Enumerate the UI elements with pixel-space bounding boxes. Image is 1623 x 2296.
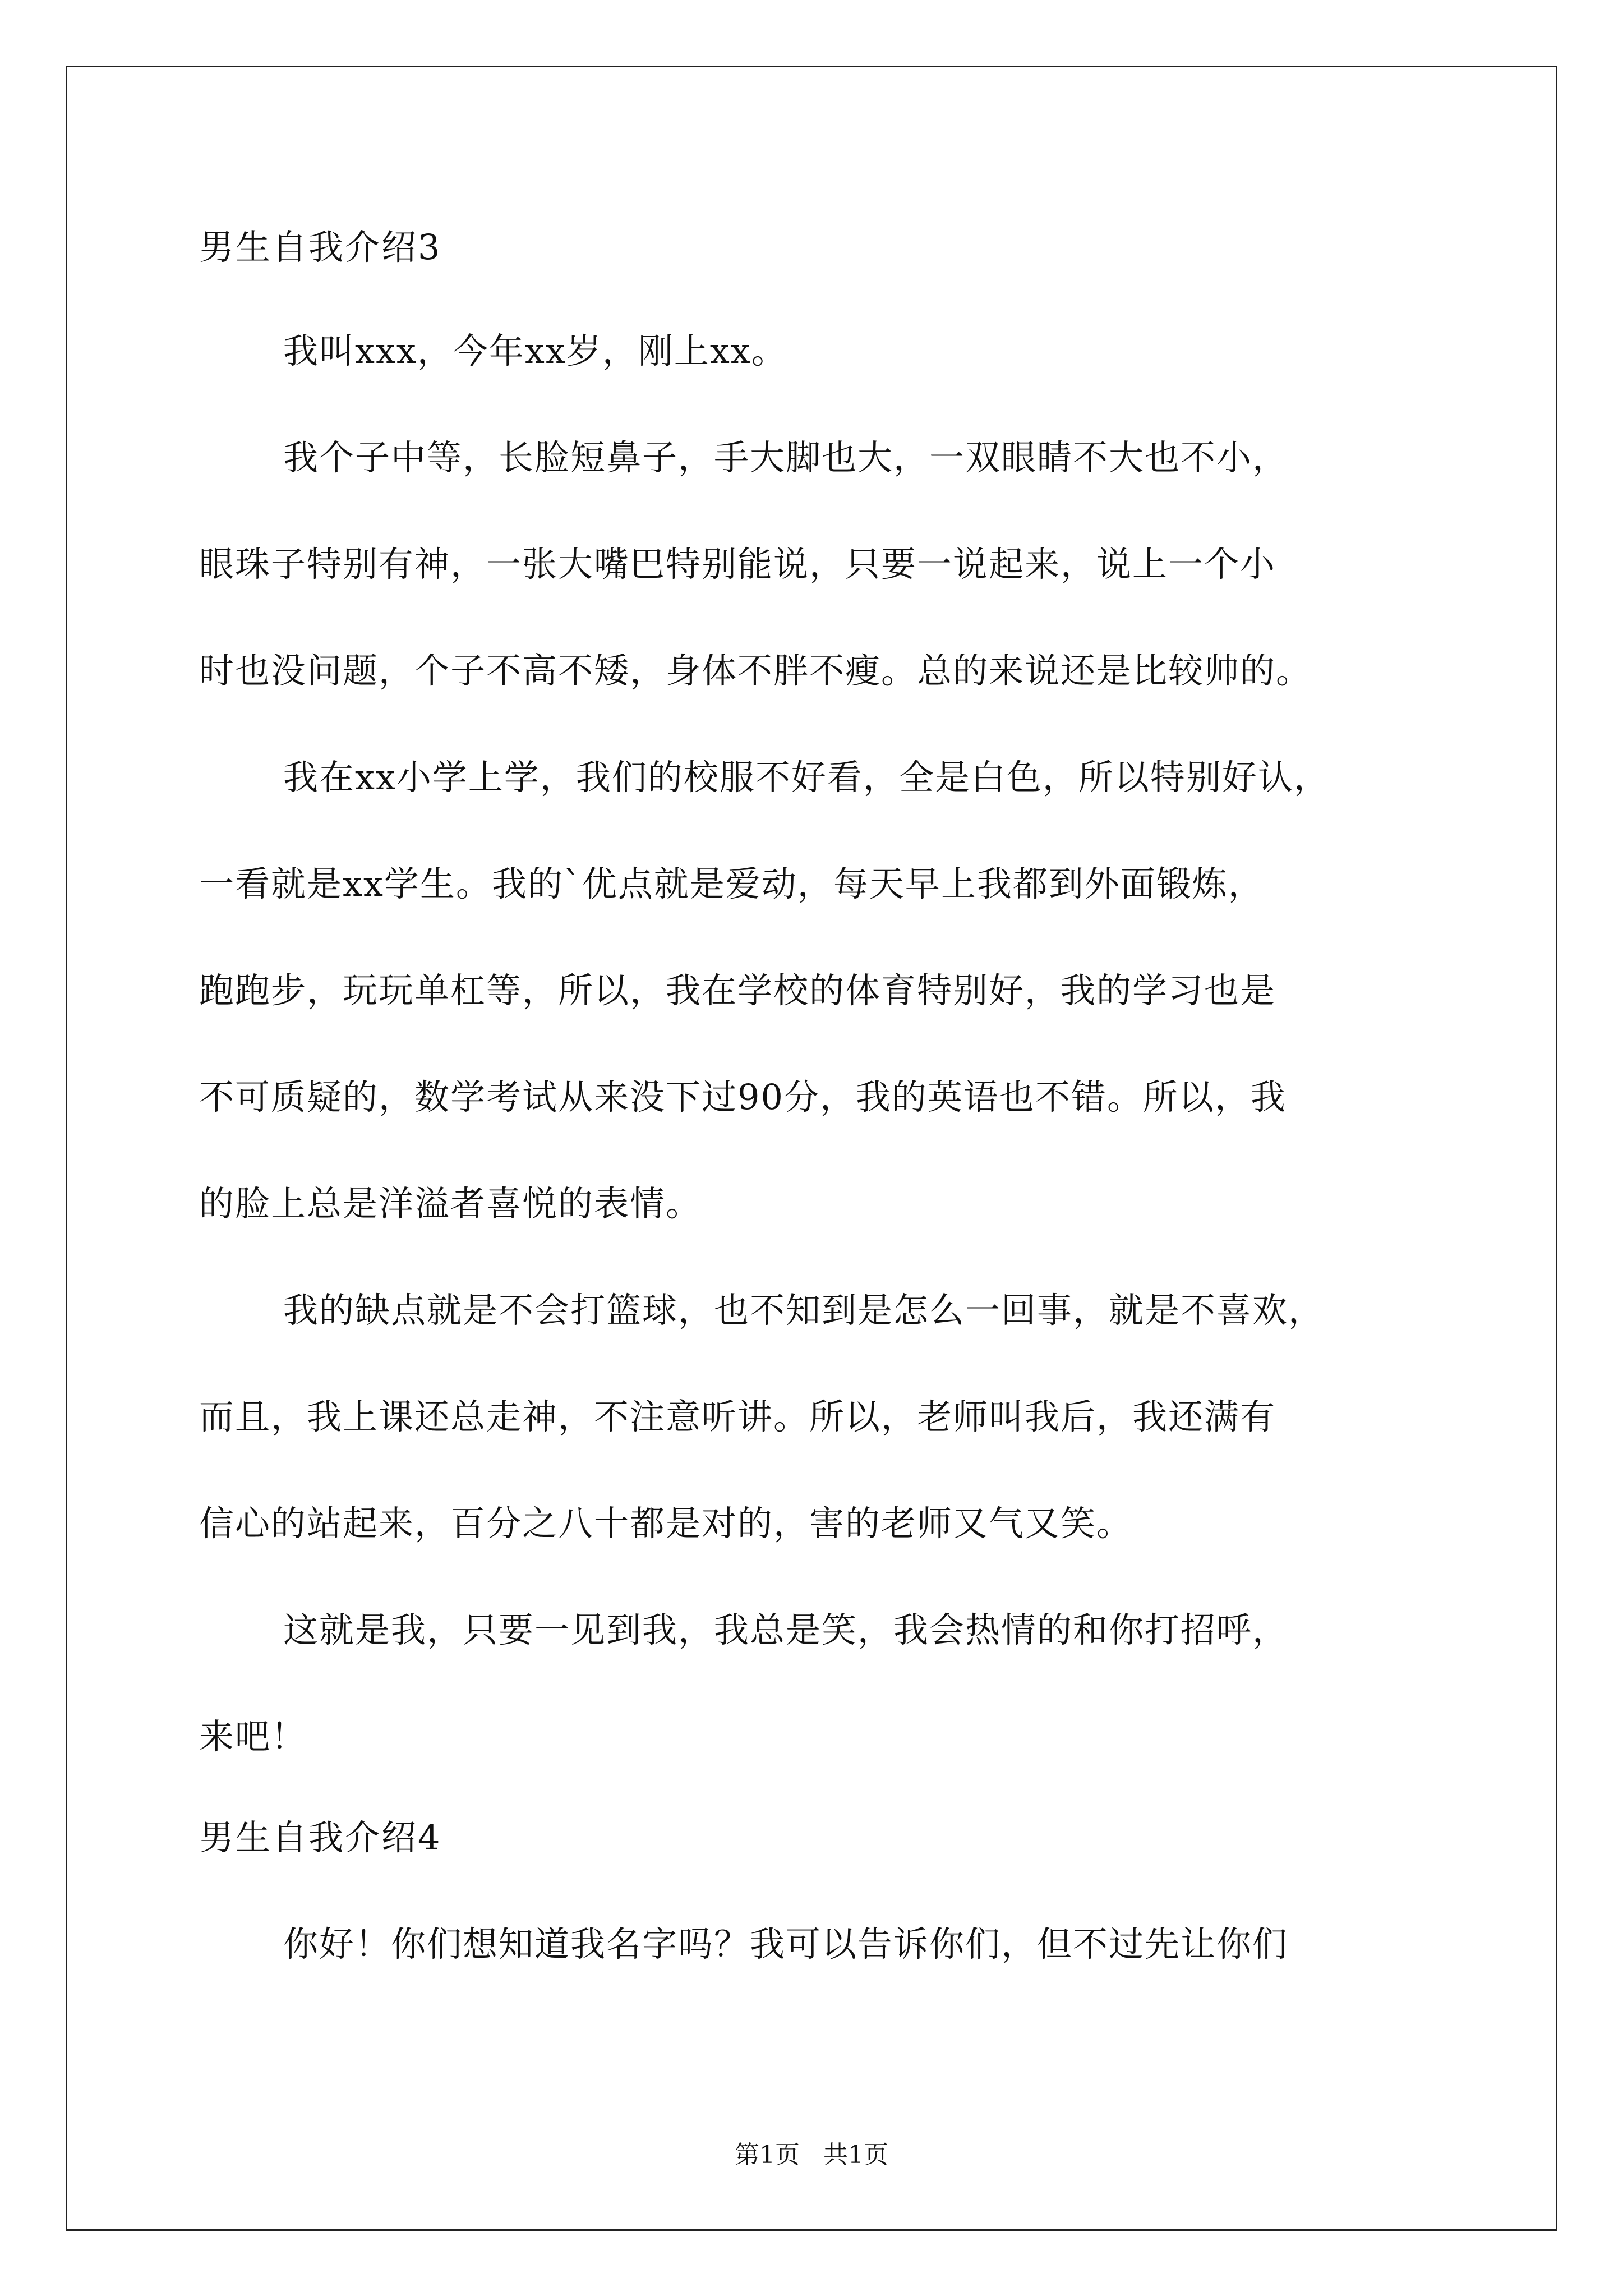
paragraph-line: 你好！你们想知道我名字吗？我可以告诉你们，但不过先让你们 [283,1924,1289,1964]
section-heading-4: 男生自我介绍4 [199,1817,442,1858]
paragraph-line: 来吧！ [199,1716,307,1757]
paragraph-line: 时也没问题，个子不高不矮，身体不胖不瘦。总的来说还是比较帅的。 [199,650,1312,691]
paragraph-line: 我个子中等，长脸短鼻子，手大脚也大，一双眼睛不大也不小， [283,437,1289,478]
section-heading-3: 男生自我介绍3 [199,227,442,268]
paragraph-line: 我叫xxx，今年xx岁，刚上xx。 [283,330,787,371]
paragraph-line: 信心的站起来，百分之八十都是对的，害的老师又气又笑。 [199,1503,1133,1544]
paragraph-line: 我的缺点就是不会打篮球，也不知到是怎么一回事，就是不喜欢， [283,1290,1325,1331]
page-footer: 第1页 共1页 [735,2141,888,2169]
page-border [66,66,1557,2231]
paragraph-line: 我在xx小学上学，我们的校服不好看，全是白色，所以特别好认， [283,757,1330,798]
paragraph-line: 这就是我，只要一见到我，我总是笑，我会热情的和你打招呼， [283,1609,1289,1650]
paragraph-line: 跑跑步，玩玩单杠等，所以，我在学校的体育特别好，我的学习也是 [199,970,1276,1011]
paragraph-line: 而且，我上课还总走神，不注意听讲。所以，老师叫我后，我还满有 [199,1396,1276,1437]
paragraph-line: 不可质疑的，数学考试从来没下过90分，我的英语也不错。所以，我 [199,1076,1287,1117]
paragraph-line: 的脸上总是洋溢者喜悦的表情。 [199,1183,702,1224]
paragraph-line: 眼珠子特别有神，一张大嘴巴特别能说，只要一说起来，说上一个小 [199,544,1276,585]
paragraph-line: 一看就是xx学生。我的`优点就是爱动，每天早上我都到外面锻炼， [199,863,1264,904]
